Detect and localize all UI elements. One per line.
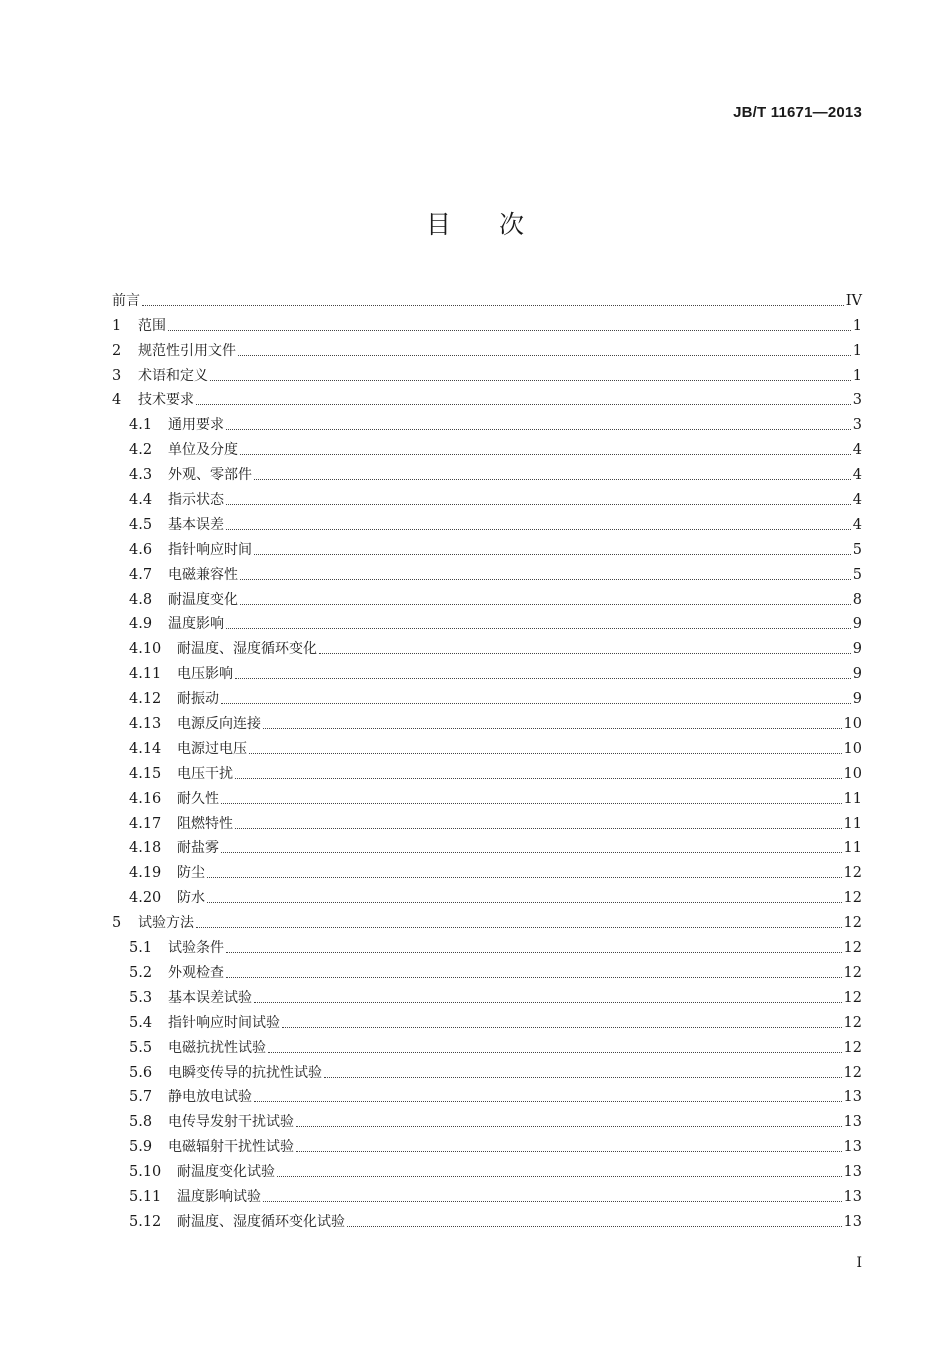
- toc-entry-page: 12: [843, 890, 862, 907]
- toc-entry-number: 4.2: [129, 442, 153, 459]
- toc-entry-page: 12: [843, 865, 862, 882]
- toc-entry-title: 指示状态: [168, 492, 224, 509]
- toc-entry-number: 4: [112, 392, 122, 409]
- toc-entry-number: 4.1: [129, 417, 153, 434]
- toc-dot-leader: [235, 828, 842, 829]
- toc-entry[interactable]: [112, 1131, 862, 1156]
- toc-entry-number: 5.6: [129, 1064, 153, 1081]
- toc-entry-title: 试验条件: [168, 940, 224, 957]
- toc-dot-leader: [254, 1101, 842, 1102]
- toc-entry-number: 5.10: [129, 1164, 162, 1181]
- toc-entry-title: 通用要求: [168, 417, 224, 434]
- toc-entry-number: 4.16: [129, 790, 162, 807]
- toc-entry[interactable]: [112, 1206, 862, 1231]
- toc-entry-title: 防尘: [177, 865, 205, 882]
- toc-entry-title: 耐久性: [177, 790, 219, 807]
- toc-entry-title: 电传导发射干扰试验: [168, 1114, 294, 1131]
- toc-entry-page: 12: [843, 1064, 862, 1081]
- toc-entry[interactable]: [112, 534, 862, 559]
- toc-entry-number: 4.13: [129, 716, 162, 733]
- toc-entry-title: 单位及分度: [168, 442, 238, 459]
- toc-entry-title: 电源反向连接: [177, 716, 261, 733]
- toc-dot-leader: [210, 380, 851, 381]
- toc-entry[interactable]: [112, 509, 862, 534]
- toc-entry-number: 4.20: [129, 890, 162, 907]
- toc-entry-number: 4.7: [129, 566, 153, 583]
- toc-entry[interactable]: [112, 559, 862, 584]
- toc-entry-title: 耐盐雾: [177, 840, 219, 857]
- toc-entry-title: 电源过电压: [177, 740, 247, 757]
- toc-entry-page: 12: [843, 940, 862, 957]
- toc-dot-leader: [254, 479, 851, 480]
- toc-dot-leader: [324, 1077, 842, 1078]
- toc-entry-number: 4.14: [129, 740, 162, 757]
- toc-entry[interactable]: [112, 335, 862, 360]
- toc-entry[interactable]: [112, 733, 862, 758]
- toc-entry-page: 12: [843, 1039, 862, 1056]
- toc-entry-title: 电压干扰: [177, 765, 233, 782]
- toc-entry[interactable]: [112, 882, 862, 907]
- toc-entry-number: 4.15: [129, 765, 162, 782]
- toc-entry-number: 5.8: [129, 1114, 153, 1131]
- toc-dot-leader: [235, 678, 851, 679]
- toc-entry-page: 13: [843, 1188, 862, 1205]
- toc-entry[interactable]: [112, 982, 862, 1007]
- toc-entry[interactable]: [112, 633, 862, 658]
- toc-entry[interactable]: [112, 658, 862, 683]
- toc-entry-page: 13: [843, 1139, 862, 1156]
- toc-entry-number: 5.7: [129, 1089, 153, 1106]
- toc-dot-leader: [277, 1176, 842, 1177]
- toc-entry-page: 9: [852, 691, 862, 708]
- toc-entry-page: 12: [843, 989, 862, 1006]
- toc-entry-page: 1: [852, 342, 862, 359]
- toc-entry[interactable]: [112, 434, 862, 459]
- toc-dot-leader: [226, 977, 842, 978]
- toc-entry[interactable]: [112, 310, 862, 335]
- toc-entry-title: 基本误差: [168, 516, 224, 533]
- toc-entry-title: 电压影响: [177, 666, 233, 683]
- toc-entry-title: 电磁辐射干扰性试验: [168, 1139, 294, 1156]
- toc-entry-number: 4.18: [129, 840, 162, 857]
- toc-entry-number: 4.6: [129, 541, 153, 558]
- toc-entry-page: 5: [852, 541, 862, 558]
- toc-entry-title: 温度影响: [168, 616, 224, 633]
- toc-entry-title: 指针响应时间: [168, 541, 252, 558]
- toc-dot-leader: [226, 429, 851, 430]
- toc-dot-leader: [254, 554, 851, 555]
- toc-entry-number: 5: [112, 915, 122, 932]
- toc-dot-leader: [221, 803, 842, 804]
- toc-entry-number: 4.12: [129, 691, 162, 708]
- toc-entry-page: 12: [843, 1014, 862, 1031]
- toc-entry[interactable]: [112, 484, 862, 509]
- toc-dot-leader: [254, 1002, 842, 1003]
- table-of-contents: [112, 285, 862, 1231]
- toc-entry[interactable]: [112, 833, 862, 858]
- toc-entry-page: 4: [852, 492, 862, 509]
- toc-entry-page: 11: [843, 840, 862, 857]
- toc-entry-number: 5.2: [129, 964, 153, 981]
- toc-entry-number: 5.9: [129, 1139, 153, 1156]
- toc-entry-title: 温度影响试验: [177, 1188, 261, 1205]
- toc-entry-page: 9: [852, 641, 862, 658]
- toc-entry-number: 4.19: [129, 865, 162, 882]
- page-title: 目次: [425, 210, 572, 239]
- toc-dot-leader: [296, 1151, 842, 1152]
- toc-dot-leader: [249, 753, 842, 754]
- toc-entry[interactable]: [112, 932, 862, 957]
- toc-entry[interactable]: [112, 857, 862, 882]
- toc-entry-title: 电瞬变传导的抗扰性试验: [168, 1064, 322, 1081]
- toc-entry-title: 静电放电试验: [168, 1089, 252, 1106]
- toc-entry[interactable]: [112, 285, 862, 310]
- toc-dot-leader: [240, 604, 851, 605]
- toc-entry-title: 阻燃特性: [177, 815, 233, 832]
- toc-entry-page: 10: [843, 740, 862, 757]
- toc-entry-page: 12: [843, 964, 862, 981]
- toc-entry-title: 耐温度变化试验: [177, 1164, 275, 1181]
- toc-entry-title: 基本误差试验: [168, 989, 252, 1006]
- toc-entry-title: 技术要求: [138, 392, 194, 409]
- toc-entry-number: 1: [112, 317, 122, 334]
- toc-entry-number: 4.8: [129, 591, 153, 608]
- toc-entry-page: 12: [843, 915, 862, 932]
- toc-entry-number: 4.10: [129, 641, 162, 658]
- toc-entry-number: 5.11: [129, 1188, 162, 1205]
- toc-entry-title: 规范性引用文件: [138, 342, 236, 359]
- toc-entry-page: 5: [852, 566, 862, 583]
- toc-dot-leader: [226, 628, 851, 629]
- toc-entry-page: 3: [852, 392, 862, 409]
- toc-entry[interactable]: [112, 409, 862, 434]
- toc-entry[interactable]: [112, 584, 862, 609]
- toc-entry[interactable]: [112, 808, 862, 833]
- toc-dot-leader: [238, 355, 851, 356]
- toc-dot-leader: [196, 927, 842, 928]
- toc-entry[interactable]: [112, 683, 862, 708]
- toc-dot-leader: [263, 728, 842, 729]
- toc-entry-page: 13: [843, 1213, 862, 1230]
- toc-entry-title: 耐温度变化: [168, 591, 238, 608]
- standard-code: JB/T 11671—2013: [733, 104, 862, 121]
- toc-entry[interactable]: [112, 1057, 862, 1082]
- toc-entry-number: 4.3: [129, 467, 153, 484]
- toc-entry-number: 4.4: [129, 492, 153, 509]
- toc-entry-title: 耐温度、湿度循环变化试验: [177, 1213, 345, 1230]
- toc-dot-leader: [240, 579, 851, 580]
- toc-entry[interactable]: [112, 1106, 862, 1131]
- toc-entry[interactable]: [112, 1156, 862, 1181]
- toc-entry-title: 外观检查: [168, 964, 224, 981]
- toc-entry-title: 耐振动: [177, 691, 219, 708]
- toc-entry-title: 前言: [112, 292, 140, 309]
- toc-entry-number: 5.5: [129, 1039, 153, 1056]
- toc-entry-number: 5.3: [129, 989, 153, 1006]
- toc-entry-page: 4: [852, 467, 862, 484]
- toc-entry-title: 外观、零部件: [168, 467, 252, 484]
- toc-entry-title: 防水: [177, 890, 205, 907]
- toc-dot-leader: [221, 703, 851, 704]
- toc-entry-number: 3: [112, 367, 122, 384]
- toc-entry[interactable]: [112, 758, 862, 783]
- toc-entry[interactable]: [112, 609, 862, 634]
- toc-entry-title: 术语和定义: [138, 367, 208, 384]
- toc-entry-page: IV: [845, 292, 862, 309]
- toc-entry-page: 3: [852, 417, 862, 434]
- toc-entry-number: 5.12: [129, 1213, 162, 1230]
- toc-entry[interactable]: [112, 459, 862, 484]
- toc-entry-title: 电磁兼容性: [168, 566, 238, 583]
- toc-entry-page: 1: [852, 317, 862, 334]
- toc-entry-page: 10: [843, 765, 862, 782]
- toc-entry-page: 9: [852, 616, 862, 633]
- toc-dot-leader: [235, 778, 842, 779]
- toc-entry-page: 1: [852, 367, 862, 384]
- toc-dot-leader: [240, 454, 851, 455]
- toc-entry-number: 2: [112, 342, 122, 359]
- toc-entry[interactable]: [112, 783, 862, 808]
- toc-entry-page: 11: [843, 790, 862, 807]
- toc-dot-leader: [207, 902, 842, 903]
- toc-entry[interactable]: [112, 1007, 862, 1032]
- toc-dot-leader: [207, 877, 842, 878]
- toc-entry[interactable]: [112, 1181, 862, 1206]
- toc-entry-number: 5.1: [129, 940, 153, 957]
- toc-entry[interactable]: [112, 907, 862, 932]
- toc-entry-page: 13: [843, 1164, 862, 1181]
- toc-entry-number: 5.4: [129, 1014, 153, 1031]
- toc-dot-leader: [296, 1126, 842, 1127]
- toc-entry-page: 4: [852, 442, 862, 459]
- toc-entry[interactable]: [112, 1032, 862, 1057]
- toc-entry-page: 8: [852, 591, 862, 608]
- toc-dot-leader: [263, 1201, 842, 1202]
- toc-dot-leader: [268, 1052, 842, 1053]
- toc-entry-page: 11: [843, 815, 862, 832]
- toc-entry-title: 试验方法: [138, 915, 194, 932]
- toc-entry-number: 4.9: [129, 616, 153, 633]
- toc-entry-title: 范围: [138, 317, 166, 334]
- toc-dot-leader: [319, 653, 851, 654]
- toc-entry-page: 13: [843, 1114, 862, 1131]
- toc-entry-title: 指针响应时间试验: [168, 1014, 280, 1031]
- toc-entry-title: 电磁抗扰性试验: [168, 1039, 266, 1056]
- toc-entry-page: 13: [843, 1089, 862, 1106]
- toc-entry-number: 4.11: [129, 666, 162, 683]
- toc-dot-leader: [168, 330, 851, 331]
- toc-entry[interactable]: [112, 360, 862, 385]
- page-folio: I: [856, 1255, 862, 1271]
- toc-dot-leader: [226, 952, 842, 953]
- toc-entry[interactable]: [112, 708, 862, 733]
- toc-dot-leader: [226, 529, 851, 530]
- toc-entry[interactable]: [112, 1082, 862, 1107]
- toc-entry-page: 10: [843, 716, 862, 733]
- toc-dot-leader: [226, 504, 851, 505]
- toc-entry-page: 4: [852, 516, 862, 533]
- toc-entry-number: 4.5: [129, 516, 153, 533]
- toc-entry-title: 耐温度、湿度循环变化: [177, 641, 317, 658]
- toc-entry[interactable]: [112, 385, 862, 410]
- toc-dot-leader: [142, 305, 844, 306]
- toc-dot-leader: [196, 404, 851, 405]
- toc-dot-leader: [347, 1226, 842, 1227]
- toc-entry-page: 9: [852, 666, 862, 683]
- toc-dot-leader: [282, 1027, 842, 1028]
- toc-dot-leader: [221, 852, 842, 853]
- toc-entry[interactable]: [112, 957, 862, 982]
- toc-entry-number: 4.17: [129, 815, 162, 832]
